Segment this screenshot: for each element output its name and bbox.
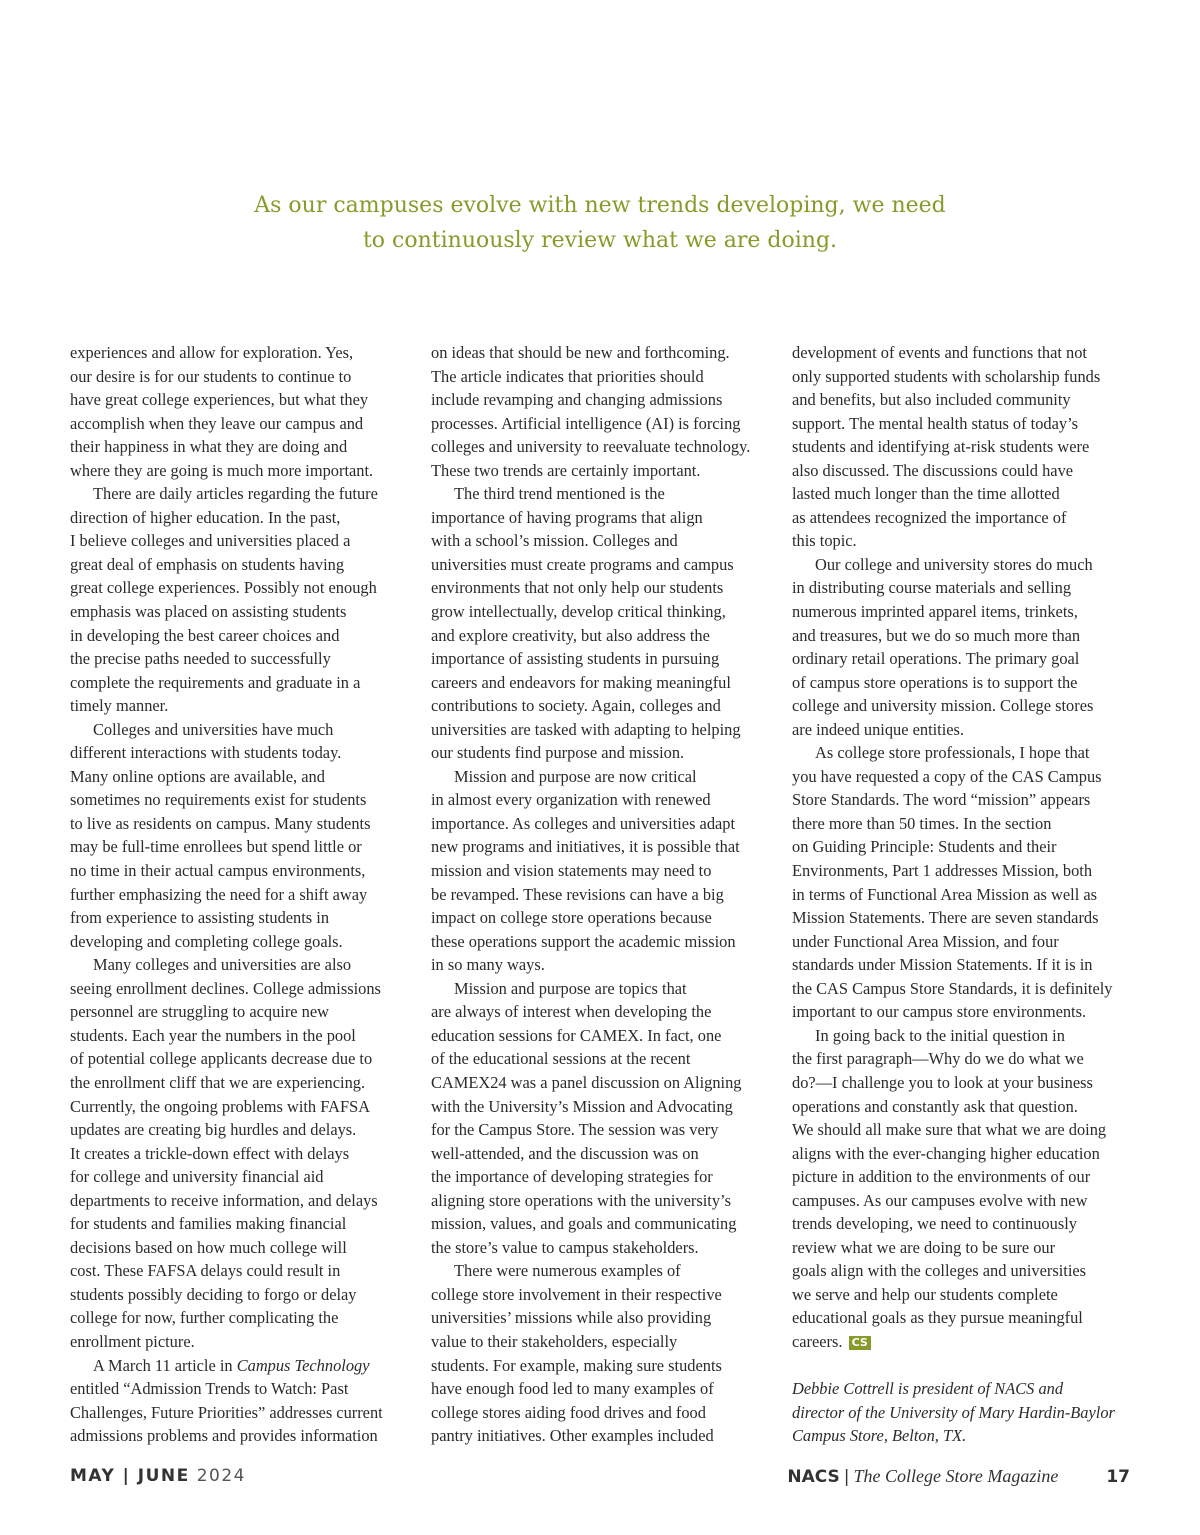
text-line — [70, 1189, 415, 1213]
text-line — [70, 482, 415, 506]
text-run: standards under Mission Statements. If it is in — [792, 955, 1093, 975]
text-line — [792, 859, 1137, 883]
text-line — [70, 365, 415, 389]
text-run: Campus Store, Belton, TX. — [792, 1426, 967, 1446]
text-line — [792, 1236, 1137, 1260]
text-line — [70, 859, 415, 883]
text-line — [431, 835, 776, 859]
text-line — [431, 1306, 776, 1330]
text-run: our desire is for our students to continue to — [70, 366, 352, 386]
text-run: Colleges and universities have much — [93, 719, 334, 739]
text-line — [70, 977, 415, 1001]
text-line — [431, 647, 776, 671]
text-line — [431, 1330, 776, 1354]
text-run: updates are creating big hurdles and delays. — [70, 1120, 357, 1140]
text-run: personnel are struggling to acquire new — [70, 1002, 329, 1022]
text-line — [70, 412, 415, 436]
text-run: universities are tasked with adapting to helping — [431, 719, 741, 739]
text-run: accomplish when they leave our campus and — [70, 413, 364, 433]
text-line — [792, 1000, 1137, 1024]
text-line — [70, 1354, 415, 1378]
text-run: great deal of emphasis on students having — [70, 554, 345, 574]
text-run: enrollment picture. — [70, 1331, 195, 1351]
text-run: great college experiences. Possibly not enough — [70, 578, 377, 598]
text-line — [431, 1212, 776, 1236]
text-line — [792, 1118, 1137, 1142]
text-line — [431, 953, 776, 977]
text-line — [431, 930, 776, 954]
text-line — [792, 1024, 1137, 1048]
text-line — [70, 1236, 415, 1260]
text-line — [431, 1095, 776, 1119]
text-run: sometimes no requirements exist for students — [70, 790, 367, 810]
text-line — [70, 1047, 415, 1071]
text-run: on ideas that should be new and forthcoming. — [431, 343, 730, 362]
text-run: their happiness in what they are doing and — [70, 437, 348, 457]
text-line — [431, 1236, 776, 1260]
text-line — [70, 741, 415, 765]
pull-quote — [230, 188, 970, 258]
text-run: educational goals as they pursue meaningful — [792, 1308, 1083, 1328]
text-run: Mission and purpose are topics that — [454, 978, 687, 998]
text-line — [792, 741, 1137, 765]
text-line — [431, 459, 776, 483]
text-line — [792, 1212, 1137, 1236]
text-run: ordinary retail operations. The primary goal — [792, 649, 1080, 669]
text-line — [70, 671, 415, 695]
text-run: In going back to the initial question in — [815, 1025, 1065, 1045]
text-run: in distributing course materials and selling — [792, 578, 1072, 598]
text-run: There are daily articles regarding the future — [93, 484, 378, 504]
text-run: Many colleges and universities are also — [93, 955, 352, 975]
text-line — [70, 930, 415, 954]
text-line — [792, 412, 1137, 436]
text-line — [70, 765, 415, 789]
text-line — [70, 576, 415, 600]
text-run: students. Each year the numbers in the pool — [70, 1025, 356, 1045]
text-run: The third trend mentioned is the — [454, 484, 665, 504]
text-line — [431, 1142, 776, 1166]
text-run: the precise paths needed to successfully — [70, 649, 331, 669]
article-column-3 — [792, 341, 1137, 1448]
text-run: Challenges, Future Priorities” addresses current — [70, 1402, 383, 1422]
text-line — [70, 388, 415, 412]
text-line — [431, 435, 776, 459]
text-line — [431, 741, 776, 765]
text-run: complete the requirements and graduate in a — [70, 672, 361, 692]
text-line — [792, 647, 1137, 671]
text-run: college and university mission. College stores — [792, 696, 1094, 716]
text-run: students and identifying at-risk students were — [792, 437, 1090, 457]
text-line — [792, 883, 1137, 907]
text-line — [70, 883, 415, 907]
text-run: direction of higher education. In the past, — [70, 507, 341, 527]
text-line — [431, 1165, 776, 1189]
pull-quote-line: As our campuses evolve with new trends developing, we need — [254, 193, 946, 218]
text-run: developing and completing college goals. — [70, 931, 343, 951]
text-line — [431, 671, 776, 695]
text-line — [431, 576, 776, 600]
text-line — [431, 1071, 776, 1095]
text-run: It creates a trickle-down effect with delays — [70, 1143, 350, 1163]
text-line — [792, 624, 1137, 648]
text-line — [70, 1306, 415, 1330]
text-run: emphasis was placed on assisting students — [70, 602, 347, 622]
text-run: operations and constantly ask that question. — [792, 1096, 1078, 1116]
text-line — [70, 1095, 415, 1119]
text-run: are always of interest when developing the — [431, 1002, 712, 1022]
text-run: trends developing, we need to continuously — [792, 1214, 1077, 1234]
text-line — [431, 765, 776, 789]
text-line — [792, 529, 1137, 553]
text-line — [70, 1330, 415, 1354]
text-line — [70, 1424, 415, 1448]
text-run: Environments, Part 1 addresses Mission, both — [792, 861, 1093, 881]
text-line — [431, 694, 776, 718]
text-line — [70, 835, 415, 859]
text-run: numerous imprinted apparel items, trinkets, — [792, 602, 1078, 622]
text-run: our students find purpose and mission. — [431, 743, 685, 763]
text-run: review what we are doing to be sure our — [792, 1237, 1056, 1257]
text-line — [70, 1118, 415, 1142]
text-line — [792, 459, 1137, 483]
text-line — [431, 718, 776, 742]
text-line — [792, 506, 1137, 530]
text-run: I believe colleges and universities placed a — [70, 531, 351, 551]
text-line — [792, 1424, 1137, 1448]
text-run: students. For example, making sure students — [431, 1355, 722, 1375]
text-line — [70, 1259, 415, 1283]
text-line — [792, 1306, 1137, 1330]
text-run: with a school’s mission. Colleges and — [431, 531, 678, 551]
text-run: contributions to society. Again, colleges and — [431, 696, 721, 716]
text-run: education sessions for CAMEX. In fact, one — [431, 1025, 722, 1045]
text-line — [70, 788, 415, 812]
text-run: this topic. — [792, 531, 857, 551]
text-line — [70, 1142, 415, 1166]
text-line — [792, 1259, 1137, 1283]
text-line — [70, 341, 415, 365]
text-run: These two trends are certainly important. — [431, 460, 701, 480]
text-run: may be full-time enrollees but spend little or — [70, 837, 362, 857]
text-run: under Functional Area Mission, and four — [792, 931, 1059, 951]
text-run: in developing the best career choices and — [70, 625, 340, 645]
text-line — [431, 553, 776, 577]
text-line — [792, 1330, 1137, 1354]
text-run: on Guiding Principle: Students and their — [792, 837, 1057, 857]
text-line — [792, 365, 1137, 389]
text-run: the CAS Campus Store Standards, it is definitely — [792, 978, 1113, 998]
text-line — [792, 1047, 1137, 1071]
text-line — [70, 1283, 415, 1307]
text-line — [431, 906, 776, 930]
text-run: different interactions with students today. — [70, 743, 342, 763]
text-line — [792, 553, 1137, 577]
text-run: support. The mental health status of today’s — [792, 413, 1079, 433]
text-run: importance. As colleges and universities adapt — [431, 813, 736, 833]
text-run: As college store professionals, I hope that — [815, 743, 1090, 763]
text-line — [792, 600, 1137, 624]
text-run: college for now, further complicating the — [70, 1308, 339, 1328]
issue-year: 2024 — [196, 1466, 246, 1486]
text-line — [431, 1000, 776, 1024]
text-run: include revamping and changing admissions — [431, 390, 723, 410]
issue-date — [70, 1466, 246, 1486]
text-line — [70, 459, 415, 483]
text-line — [792, 930, 1137, 954]
text-run: Debbie Cottrell is president of NACS and — [792, 1379, 1064, 1399]
text-run: for college and university financial aid — [70, 1167, 324, 1187]
text-line — [431, 1024, 776, 1048]
text-run: A March 11 article in — [93, 1355, 237, 1375]
text-line — [792, 718, 1137, 742]
text-line — [70, 529, 415, 553]
text-run: colleges and university to reevaluate technology. — [431, 437, 751, 457]
text-line — [792, 388, 1137, 412]
text-run: mission, values, and goals and communicating — [431, 1214, 737, 1234]
text-run: careers. — [792, 1331, 847, 1351]
text-run: Store Standards. The word “mission” appears — [792, 790, 1091, 810]
text-run: to live as residents on campus. Many students — [70, 813, 371, 833]
text-line — [431, 341, 776, 365]
text-line — [431, 1259, 776, 1283]
magazine-title: The College Store Magazine — [853, 1466, 1059, 1486]
text-run: There were numerous examples of — [454, 1261, 681, 1281]
text-run: pantry initiatives. Other examples included — [431, 1426, 714, 1446]
text-line — [70, 1000, 415, 1024]
text-run: have enough food led to many examples of — [431, 1379, 714, 1399]
text-line — [70, 647, 415, 671]
text-run: grow intellectually, develop critical thinking, — [431, 602, 726, 622]
text-run: and treasures, but we do so much more than — [792, 625, 1081, 645]
text-run: and explore creativity, but also address the — [431, 625, 710, 645]
text-line — [792, 906, 1137, 930]
text-line — [792, 341, 1137, 365]
text-line — [70, 1165, 415, 1189]
text-run: new programs and initiatives, it is possible that — [431, 837, 740, 857]
text-line — [70, 1377, 415, 1401]
issue-month: MAY | JUNE — [70, 1466, 190, 1486]
text-line — [792, 812, 1137, 836]
text-run: where they are going is much more important. — [70, 460, 374, 480]
text-line — [431, 412, 776, 436]
text-run: you have requested a copy of the CAS Campus — [792, 766, 1102, 786]
text-run: goals align with the colleges and universities — [792, 1261, 1087, 1281]
text-run: college stores aiding food drives and food — [431, 1402, 706, 1422]
text-run: seeing enrollment declines. College admissions — [70, 978, 381, 998]
text-run: in so many ways. — [431, 955, 545, 975]
text-run: have great college experiences, but what they — [70, 390, 369, 410]
text-line — [792, 1165, 1137, 1189]
text-line — [431, 600, 776, 624]
text-line — [431, 1401, 776, 1425]
text-line — [792, 1071, 1137, 1095]
text-run: CAMEX24 was a panel discussion on Aligning — [431, 1072, 742, 1092]
text-run: in almost every organization with renewed — [431, 790, 711, 810]
text-line — [431, 506, 776, 530]
text-run: universities must create programs and campus — [431, 554, 734, 574]
text-run: for the Campus Store. The session was very — [431, 1120, 719, 1140]
text-run: importance of having programs that align — [431, 507, 703, 527]
text-run: there more than 50 times. In the section — [792, 813, 1052, 833]
text-run: are indeed unique entities. — [792, 719, 965, 739]
footer-separator: | — [843, 1467, 850, 1487]
text-run: decisions based on how much college will — [70, 1237, 347, 1257]
text-line — [70, 1212, 415, 1236]
text-line — [431, 859, 776, 883]
text-run: do?—I challenge you to look at your business — [792, 1072, 1093, 1092]
text-line — [792, 694, 1137, 718]
text-line — [431, 883, 776, 907]
text-line — [70, 624, 415, 648]
text-run: The article indicates that priorities should — [431, 366, 704, 386]
text-run: admissions problems and provides information — [70, 1426, 378, 1446]
text-run: processes. Artificial intelligence (AI) is forcing — [431, 413, 741, 433]
text-run: aligns with the ever-changing higher education — [792, 1143, 1100, 1163]
text-run: from experience to assisting students in — [70, 908, 330, 928]
text-run: and benefits, but also included community — [792, 390, 1071, 410]
text-run: importance of assisting students in pursuing — [431, 649, 720, 669]
text-line — [792, 977, 1137, 1001]
text-run: the enrollment cliff that we are experiencing. — [70, 1072, 366, 1092]
text-run: timely manner. — [70, 696, 169, 716]
publication-title: Campus Technology — [236, 1355, 370, 1375]
text-run: picture in addition to the environments of our — [792, 1167, 1091, 1187]
text-line — [431, 1189, 776, 1213]
text-run: director of the University of Mary Hardin-Baylor — [792, 1402, 1115, 1422]
text-run: Currently, the ongoing problems with FAFSA — [70, 1096, 371, 1116]
text-run: Our college and university stores do much — [815, 554, 1093, 574]
text-run: as attendees recognized the importance of — [792, 507, 1067, 527]
text-run: lasted much longer than the time allotted — [792, 484, 1060, 504]
text-run: with the University’s Mission and Advocating — [431, 1096, 733, 1116]
text-line — [431, 812, 776, 836]
text-run: We should all make sure that what we are doing — [792, 1120, 1107, 1140]
article-column-2 — [431, 341, 776, 1448]
text-run: experiences and allow for exploration. Yes, — [70, 343, 354, 362]
text-run: universities’ missions while also providing — [431, 1308, 712, 1328]
text-run: further emphasizing the need for a shift away — [70, 884, 368, 904]
text-line — [792, 953, 1137, 977]
text-run: entitled “Admission Trends to Watch: Past — [70, 1379, 349, 1399]
text-run: careers and endeavors for making meaningful — [431, 672, 731, 692]
text-line — [70, 812, 415, 836]
text-line — [792, 482, 1137, 506]
text-line — [792, 435, 1137, 459]
text-line — [70, 953, 415, 977]
text-run: Many online options are available, and — [70, 766, 325, 786]
text-line — [431, 977, 776, 1001]
text-line — [431, 482, 776, 506]
text-run: aligning store operations with the university’s — [431, 1190, 731, 1210]
text-run: the first paragraph—Why do we do what we — [792, 1049, 1084, 1069]
text-line — [792, 671, 1137, 695]
text-run: cost. These FAFSA delays could result in — [70, 1261, 341, 1281]
nacs-brand: NACS — [787, 1467, 840, 1487]
text-line — [70, 435, 415, 459]
text-line — [70, 718, 415, 742]
text-run: of the educational sessions at the recent — [431, 1049, 691, 1069]
page-number: 17 — [1106, 1467, 1130, 1487]
text-line — [792, 576, 1137, 600]
text-run: the store’s value to campus stakeholders. — [431, 1237, 699, 1257]
text-line — [70, 694, 415, 718]
pull-quote-line: to continuously review what we are doing. — [362, 228, 838, 253]
text-line — [431, 1377, 776, 1401]
text-run: in terms of Functional Area Mission as well as — [792, 884, 1098, 904]
text-line — [70, 1401, 415, 1425]
text-line — [431, 624, 776, 648]
text-line — [792, 1283, 1137, 1307]
text-run: college store involvement in their respective — [431, 1284, 722, 1304]
text-run: value to their stakeholders, especially — [431, 1331, 678, 1351]
text-line — [792, 1095, 1137, 1119]
text-line — [431, 388, 776, 412]
text-run: departments to receive information, and delays — [70, 1190, 378, 1210]
text-run: also discussed. The discussions could have — [792, 460, 1074, 480]
magazine-footer — [787, 1466, 1130, 1487]
text-line — [70, 553, 415, 577]
cs-end-mark: CS — [849, 1336, 871, 1350]
text-run: of campus store operations is to support the — [792, 672, 1078, 692]
text-line — [792, 835, 1137, 859]
blank-line — [792, 1354, 1137, 1378]
text-line — [431, 529, 776, 553]
text-run: no time in their actual campus environments, — [70, 861, 366, 881]
text-line — [431, 1354, 776, 1378]
text-run: campuses. As our campuses evolve with new — [792, 1190, 1088, 1210]
text-run: for students and families making financial — [70, 1214, 347, 1234]
text-line — [431, 1424, 776, 1448]
text-line — [70, 1071, 415, 1095]
text-line — [431, 1047, 776, 1071]
text-line — [792, 765, 1137, 789]
text-run: we serve and help our students complete — [792, 1284, 1058, 1304]
text-run: development of events and functions that not — [792, 343, 1087, 362]
text-line — [70, 506, 415, 530]
text-line — [431, 1283, 776, 1307]
text-line — [792, 788, 1137, 812]
text-line — [431, 788, 776, 812]
text-run: these operations support the academic mission — [431, 931, 736, 951]
text-run: environments that not only help our students — [431, 578, 724, 598]
text-run: mission and vision statements may need to — [431, 861, 712, 881]
text-line — [431, 365, 776, 389]
text-run: important to our campus store environments. — [792, 1002, 1087, 1022]
text-line — [70, 600, 415, 624]
text-line — [792, 1401, 1137, 1425]
text-run: students possibly deciding to forgo or delay — [70, 1284, 357, 1304]
text-run: only supported students with scholarship funds — [792, 366, 1101, 386]
text-line — [70, 1024, 415, 1048]
text-run: well-attended, and the discussion was on — [431, 1143, 699, 1163]
text-run: of potential college applicants decrease due to — [70, 1049, 373, 1069]
text-run: Mission and purpose are now critical — [454, 766, 697, 786]
text-line — [70, 906, 415, 930]
article-column-1 — [70, 341, 415, 1448]
text-line — [792, 1377, 1137, 1401]
text-line — [792, 1142, 1137, 1166]
text-run: be revamped. These revisions can have a big — [431, 884, 724, 904]
text-line — [792, 1189, 1137, 1213]
text-run: impact on college store operations because — [431, 908, 712, 928]
text-line — [431, 1118, 776, 1142]
text-run: Mission Statements. There are seven standards — [792, 908, 1099, 928]
text-run: the importance of developing strategies for — [431, 1167, 713, 1187]
